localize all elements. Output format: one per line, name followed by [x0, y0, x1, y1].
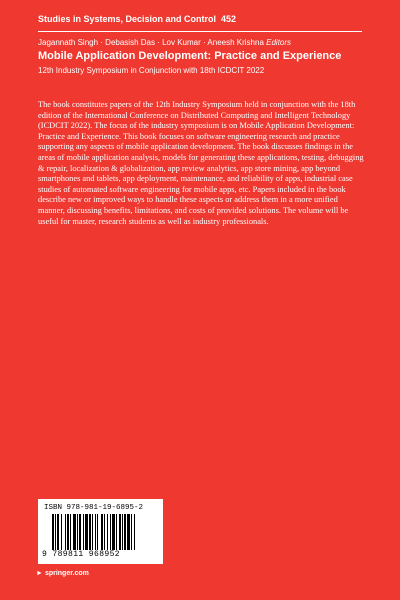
barcode-bar: [57, 514, 59, 550]
barcode-bar: [127, 514, 130, 550]
barcode-bar: [104, 514, 105, 550]
barcode-bar: [70, 514, 71, 550]
barcode-bar: [131, 514, 132, 550]
publisher-website[interactable]: [36, 570, 89, 577]
barcode-bar: [122, 514, 123, 550]
barcode-bar: [101, 514, 103, 550]
book-title: Mobile Application Development: Practice and Experience: [38, 50, 342, 62]
barcode-bar: [79, 514, 81, 550]
barcode-bar: [52, 514, 54, 550]
barcode-bar: [83, 514, 84, 550]
editors-line: [38, 38, 291, 47]
barcode-bar: [107, 514, 108, 550]
arrow-icon: ►: [36, 570, 43, 577]
barcode-bar: [65, 514, 66, 550]
website-text: springer.com: [44, 570, 89, 577]
barcode-bar: [110, 514, 111, 550]
barcode-bar: [77, 514, 78, 550]
barcode-bar: [61, 514, 62, 550]
barcode-bar: [92, 514, 93, 550]
barcode-bar: [124, 514, 126, 550]
barcode-bar: [67, 514, 69, 550]
barcode-bar: [95, 514, 96, 550]
editors-names: Jagannath Singh · Debasish Das · Lov Kumar · Aneesh Krishna: [38, 38, 264, 47]
barcode-panel: [38, 499, 163, 564]
book-description: The book constitutes papers of the 12th Industry Symposium held in conjunction with the 18th edition of the International Conference on Distributed Computing and Intelligent Technology (ICDCIT 2022). The focus of the industry symposium is on Mobile Application Development: Practice and Experience. This book focuses on software engineering research and practice supporting any aspects of mobile application development. The book discusses findings in the areas of mobile application analysis, models for generating these applications, testing, debugging & repair, localization & globalization, app review analytics, app store mining, app beyond smartphones and tablets, app deployment, maintenance, and reliability of apps, industrial case studies of automated software engineering for mobile apps, etc. Papers included in the book describe new or improved ways to handle these aspects or address them in a more unified manner, discussing benefits, limitations, and costs of provided solutions. The volume will be useful for master, research students as well as industry professionals.: [38, 100, 364, 226]
barcode-bar: [134, 514, 135, 550]
barcode-bar: [119, 514, 121, 550]
series-line: [38, 14, 236, 24]
barcode-bar: [85, 514, 88, 550]
book-subtitle: 12th Industry Symposium in Conjunction with 18th ICDCIT 2022: [38, 66, 265, 75]
barcode-bar: [112, 514, 115, 550]
barcode-bar: [116, 514, 117, 550]
barcode-digits: 9 789811 968952: [42, 550, 121, 559]
editors-role: Editors: [266, 38, 292, 47]
barcode-bar: [55, 514, 56, 550]
isbn-text: ISBN 978-981-19-6895-2: [44, 504, 144, 512]
barcode-bar: [97, 514, 98, 550]
barcode-bar: [73, 514, 76, 550]
series-name: Studies in Systems, Decision and Control: [38, 14, 217, 24]
barcode-icon: [52, 514, 152, 550]
divider: [38, 31, 362, 32]
barcode-bar: [89, 514, 91, 550]
series-number: 452: [221, 14, 237, 24]
